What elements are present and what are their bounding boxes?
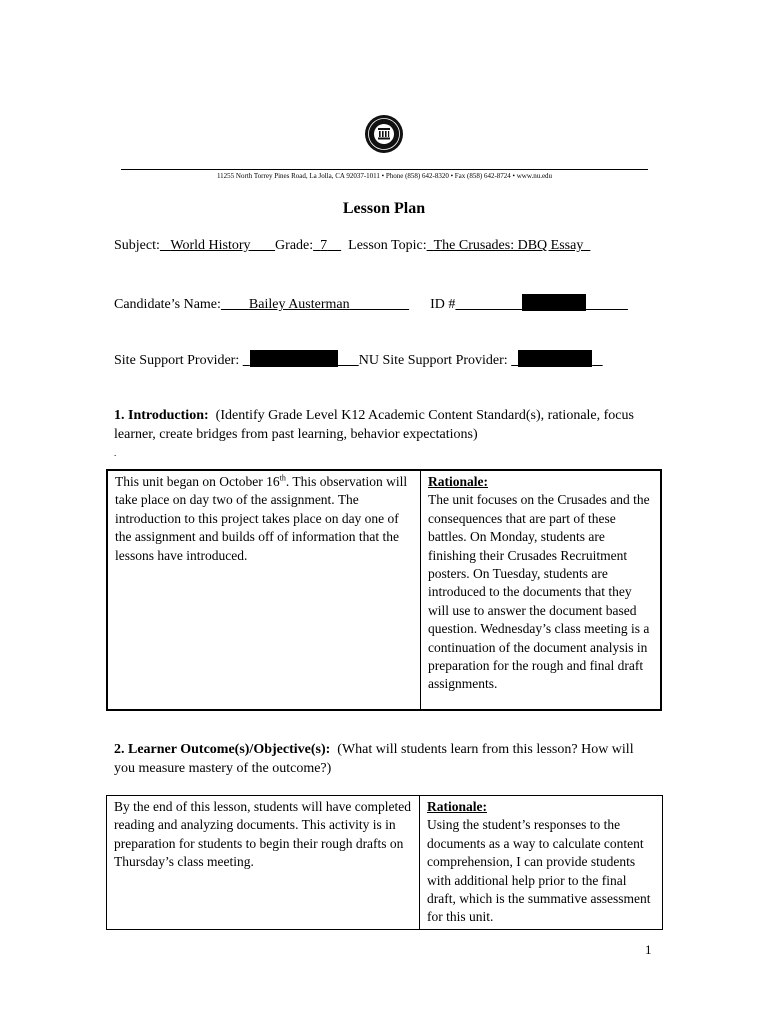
redaction-box: [250, 350, 338, 367]
section-prompt: (Identify Grade Level K12 Academic Content Standard(s), rationale, focus learner, create bridges from past learning, behavior expectations): [114, 408, 634, 442]
introduction-table: [106, 469, 662, 711]
university-seal-icon: [364, 114, 404, 154]
header-rule: [121, 169, 648, 170]
section-heading: 1. Introduction:: [114, 408, 209, 423]
candidate-label: Candidate’s Name:: [114, 297, 221, 312]
id-value: [455, 297, 628, 312]
site-support-label: Site Support Provider:: [114, 353, 240, 368]
id-label: ID #: [430, 297, 456, 312]
section-introduction-heading: [114, 406, 654, 444]
section-outcomes-heading: [114, 740, 654, 778]
topic-value: The Crusades: DBQ Essay: [433, 238, 584, 253]
rationale-text: Using the student’s responses to the documents as a way to calculate content comprehension, I can provide students with additional help prior to the final draft, which is the summative assessment for this unit.: [427, 817, 651, 925]
header-address: 11255 North Torrey Pines Road, La Jolla, CA 92037-1011 • Phone (858) 642-8320 • Fax (858) 642-8724 • www.nu.edu: [216, 172, 553, 180]
rationale-cell: [421, 470, 662, 710]
page-title: Lesson Plan: [342, 200, 426, 217]
redaction-box: [518, 350, 592, 367]
subject-line: [114, 238, 590, 254]
introduction-cell: This unit began on October 16th. This observation will take place on day two of the assignment. The introduction to this project takes place on day one of the assignment and builds off of information that the lessons have introduced.: [107, 470, 421, 710]
nu-site-support-label: NU Site Support Provider:: [358, 353, 508, 368]
redaction-box: [522, 294, 586, 311]
subject-label: Subject:: [114, 238, 160, 253]
rationale-text: The unit focuses on the Crusades and the consequences that are part of these battles. On Monday, students are finishing their Crusades Recruitment posters. On Tuesday, students are introduced to the documents that they will use to answer the document based question. Wednesday’s class meeting is a continuation of the document analysis in preparation for the rough and final draft assignments.: [428, 492, 650, 692]
rationale-label: Rationale:: [427, 799, 487, 814]
section-prompt: (What will students learn from this lesson? How will you measure mastery of the outcome?): [114, 742, 634, 776]
rationale-label: Rationale:: [428, 474, 488, 489]
rationale-cell: [420, 796, 663, 930]
nu-site-support-value: [511, 353, 603, 368]
grade-value: 7: [320, 238, 328, 253]
outcome-cell: By the end of this lesson, students will have completed reading and analyzing documents. This activity is in preparation for students to begin their rough drafts on Thursday’s class meeting.: [107, 796, 420, 930]
subject-value: World History: [170, 238, 251, 253]
candidate-value: Bailey Austerman: [248, 297, 350, 312]
site-support-value: [243, 353, 359, 368]
section-heading: 2. Learner Outcome(s)/Objective(s):: [114, 742, 331, 757]
outcomes-table: [106, 795, 663, 930]
topic-label: Lesson Topic:: [348, 238, 427, 253]
stray-dot: .: [114, 448, 117, 458]
site-support-line: [114, 350, 603, 369]
page-number: 1: [645, 942, 652, 957]
grade-label: Grade:: [275, 238, 314, 253]
candidate-line: [114, 294, 628, 313]
